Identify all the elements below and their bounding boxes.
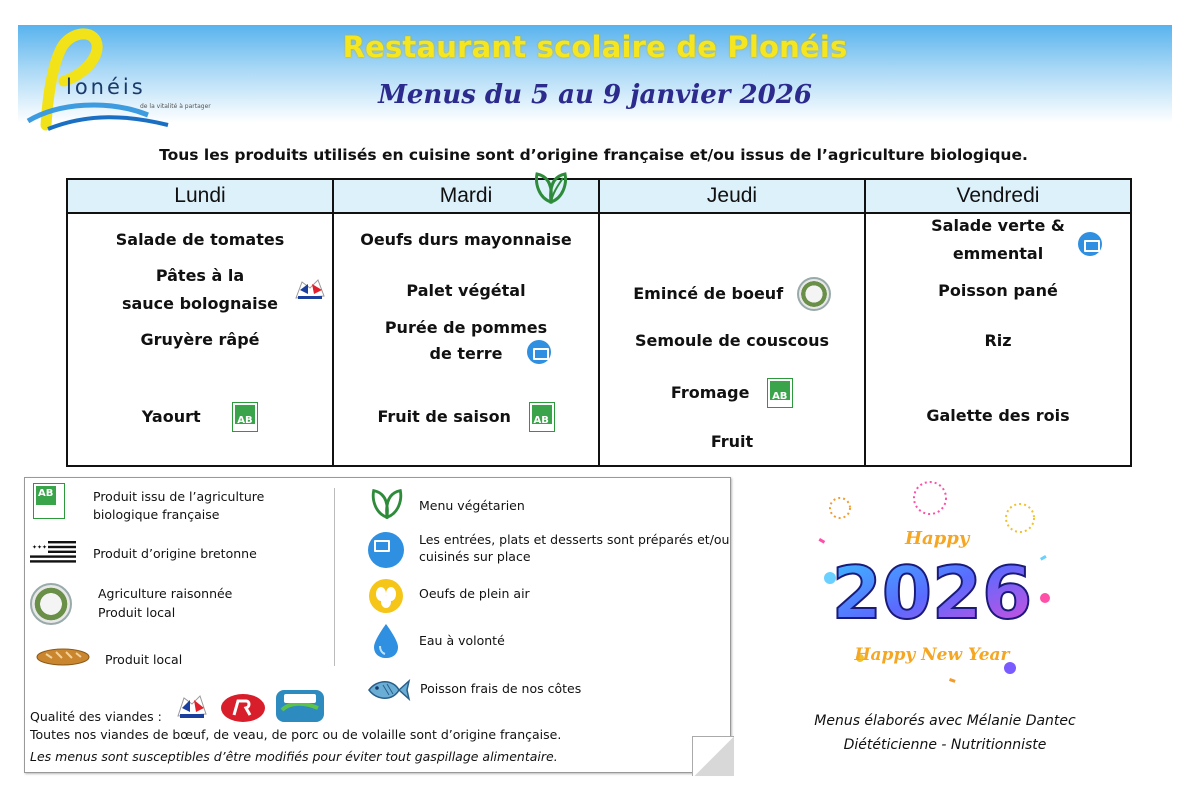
legend-text: Agriculture raisonnée bbox=[98, 586, 233, 601]
day-header: Mardi bbox=[334, 180, 598, 214]
credit-line2: Diététicienne - Nutritionniste bbox=[843, 737, 1047, 753]
day-header: Lundi bbox=[68, 180, 332, 214]
ab-icon bbox=[232, 402, 258, 432]
raisonnee-icon bbox=[797, 277, 831, 311]
leaf-icon bbox=[368, 486, 406, 520]
logo-tagline: de la vitalité à partager bbox=[140, 103, 211, 110]
dish: Oeufs durs mayonnaise bbox=[360, 230, 572, 249]
disclaimer-text: Les menus sont susceptibles d’être modifiés pour éviter tout gaspillage alimentaire. bbox=[30, 749, 558, 764]
dish: Fromage bbox=[670, 382, 750, 402]
dish: de terre bbox=[429, 344, 503, 363]
legend-text: Poisson frais de nos côtes bbox=[420, 681, 582, 696]
page-subtitle: Menus du 5 au 9 janvier 2026 bbox=[378, 80, 812, 110]
water-drop-icon bbox=[371, 622, 401, 660]
origin-notice: Tous les produits utilisés en cuisine sont d’origine française et/ou issus de l’agriculture biologique. bbox=[159, 146, 1028, 164]
dish: emmental bbox=[952, 244, 1044, 263]
pot-icon bbox=[368, 532, 404, 568]
dish: Poisson pané bbox=[938, 281, 1058, 300]
legend-divider bbox=[334, 488, 335, 666]
dish: Gruyère râpé bbox=[140, 330, 260, 349]
ab-icon bbox=[767, 378, 793, 408]
weekly-menu-table bbox=[66, 178, 1132, 467]
dish: Semoule de couscous bbox=[635, 331, 829, 350]
dish-row bbox=[600, 277, 864, 311]
viande-francaise-icon bbox=[174, 692, 210, 722]
dish: Fruit bbox=[710, 432, 754, 451]
ab-icon bbox=[33, 483, 65, 519]
year-text: 2026 bbox=[831, 551, 1033, 635]
happy-text: Happy bbox=[905, 528, 970, 549]
pot-icon bbox=[527, 340, 551, 364]
dish-row bbox=[68, 402, 332, 432]
legend-text: biologique française bbox=[93, 507, 220, 522]
day-header: Vendredi bbox=[866, 180, 1130, 214]
day-column-jeudi bbox=[600, 180, 866, 465]
ab-icon bbox=[529, 402, 555, 432]
dish: Salade verte & bbox=[931, 216, 1065, 235]
fish-icon bbox=[365, 675, 411, 705]
dish-row bbox=[600, 378, 864, 408]
dish: Yaourt bbox=[141, 406, 201, 426]
legend-text: Eau à volonté bbox=[419, 633, 505, 648]
happy-new-year-text: Happy New Year bbox=[854, 645, 1010, 665]
page-curl bbox=[692, 736, 734, 776]
legend-text: Oeufs de plein air bbox=[419, 586, 530, 601]
viande-francaise-icon bbox=[292, 276, 328, 302]
legend-text: Produit local bbox=[105, 652, 183, 667]
day-column-lundi bbox=[68, 180, 334, 465]
dish: Emincé de boeuf bbox=[633, 283, 784, 303]
brittany-flag-icon bbox=[30, 541, 76, 563]
legend-text: Produit issu de l’agriculture bbox=[93, 489, 265, 504]
dish: Riz bbox=[984, 331, 1012, 350]
dish: Galette des rois bbox=[926, 406, 1070, 425]
eggs-icon bbox=[368, 578, 404, 614]
credit-line1: Menus élaborés avec Mélanie Dantec bbox=[814, 713, 1076, 729]
dish: Pâtes à la bbox=[155, 266, 245, 285]
logo-word: lonéis bbox=[66, 75, 146, 99]
meat-quality-label: Qualité des viandes : bbox=[30, 709, 162, 724]
legend-text: Les entrées, plats et desserts sont préparés et/ou bbox=[419, 532, 730, 547]
dish: Fruit de saison bbox=[377, 406, 511, 426]
bleu-blanc-coeur-icon bbox=[274, 688, 326, 724]
day-column-vendredi bbox=[866, 180, 1130, 465]
happy-new-year-graphic bbox=[800, 478, 1065, 703]
page-title: Restaurant scolaire de Plonéis bbox=[342, 30, 848, 64]
dish: Palet végétal bbox=[406, 281, 526, 300]
dish: Salade de tomates bbox=[115, 230, 285, 249]
dish: Purée de pommes bbox=[384, 318, 548, 337]
raisonnee-icon bbox=[30, 583, 72, 625]
day-header: Jeudi bbox=[600, 180, 864, 214]
label-rouge-icon bbox=[220, 693, 266, 723]
legend-text: Produit d’origine bretonne bbox=[93, 546, 257, 561]
meat-origin-text: Toutes nos viandes de bœuf, de veau, de porc ou de volaille sont d’origine française. bbox=[30, 727, 562, 742]
leaf-icon bbox=[531, 170, 565, 200]
legend-text: Produit local bbox=[98, 605, 176, 620]
bread-icon bbox=[36, 646, 90, 668]
day-column-mardi bbox=[334, 180, 600, 465]
pot-icon bbox=[1078, 232, 1102, 256]
dish-row bbox=[334, 402, 598, 432]
legend-text: Menu végétarien bbox=[419, 498, 525, 513]
dish: sauce bolognaise bbox=[121, 294, 279, 313]
legend-text: cuisinés sur place bbox=[419, 549, 531, 564]
svg-text:✦✦✦: ✦✦✦ bbox=[32, 544, 48, 551]
